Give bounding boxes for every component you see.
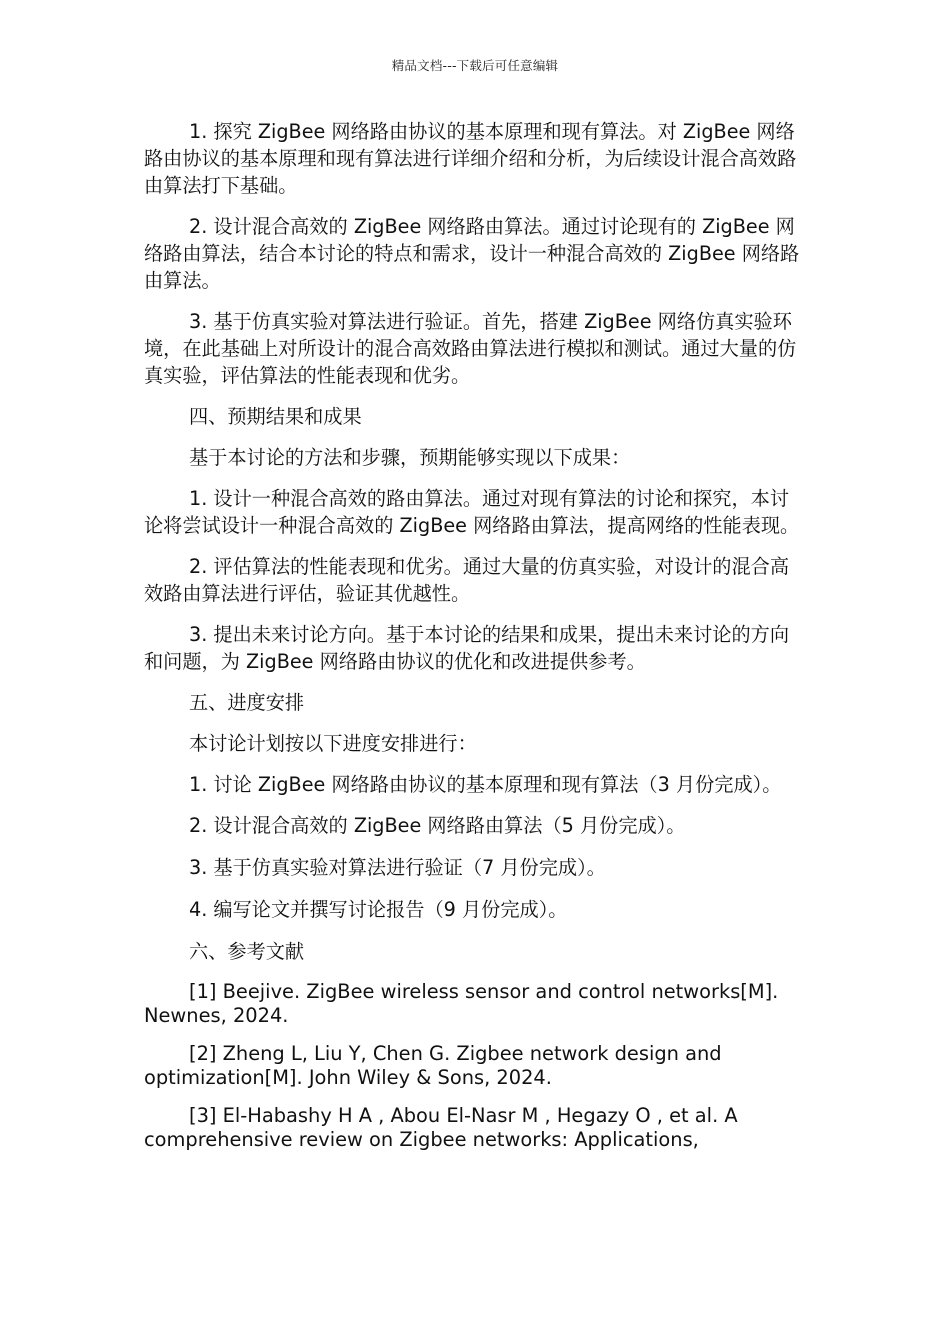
paragraph-results-intro: 基于本讨论的方法和步骤，预期能够实现以下成果： <box>189 446 631 469</box>
page-header: 精品文档---下载后可任意编辑 <box>391 58 559 73</box>
document-body <box>144 118 808 1166</box>
paragraph-schedule-item-1: 1. 讨论 ZigBee 网络路由协议的基本原理和现有算法（3 月份完成）。 <box>189 773 782 796</box>
paragraph-schedule-item-3: 3. 基于仿真实验对算法进行验证（7 月份完成）。 <box>189 856 606 879</box>
paragraph-schedule-item-4: 4. 编写论文并撰写讨论报告（9 月份完成）。 <box>189 898 568 921</box>
paragraph-result-item-1: 1. 设计一种混合高效的路由算法。通过对现有算法的讨论和探究，本讨论将尝试设计一种混合高效的 ZigBee 网络路由算法，提高网络的性能表现。 <box>144 487 800 537</box>
section-heading-expected-results: 四、预期结果和成果 <box>189 405 362 428</box>
reference-item-3: [3] El-Habashy H A , Abou El-Nasr M , Hegazy O , et al. A comprehensive review on Zigbee networks: Applications, <box>144 1104 738 1151</box>
paragraph-schedule-item-2: 2. 设计混合高效的 ZigBee 网络路由算法（5 月份完成）。 <box>189 814 686 837</box>
paragraph-research-item-3: 3. 基于仿真实验对算法进行验证。首先，搭建 ZigBee 网络仿真实验环境，在此基础上对所设计的混合高效路由算法进行模拟和测试。通过大量的仿真实验，评估算法的性能表现和优劣。 <box>144 310 797 387</box>
paragraph-research-item-2: 2. 设计混合高效的 ZigBee 网络路由算法。通过讨论现有的 ZigBee 网络路由算法，结合本讨论的特点和需求，设计一种混合高效的 ZigBee 网络路由算法。 <box>144 215 800 292</box>
reference-item-2: [2] Zheng L, Liu Y, Chen G. Zigbee network design and optimization[M]. John Wiley & Sons, 2024. <box>144 1042 722 1089</box>
paragraph-schedule-intro: 本讨论计划按以下进度安排进行： <box>189 732 477 755</box>
paragraph-research-item-1: 1. 探究 ZigBee 网络路由协议的基本原理和现有算法。对 ZigBee 网络路由协议的基本原理和现有算法进行详细介绍和分析，为后续设计混合高效路由算法打下基础。 <box>144 120 797 197</box>
section-heading-schedule: 五、进度安排 <box>189 691 305 714</box>
section-heading-references: 六、参考文献 <box>189 940 305 963</box>
paragraph-result-item-2: 2. 评估算法的性能表现和优劣。通过大量的仿真实验，对设计的混合高效路由算法进行评估，验证其优越性。 <box>144 555 790 605</box>
paragraph-result-item-3: 3. 提出未来讨论方向。基于本讨论的结果和成果，提出未来讨论的方向和问题，为 ZigBee 网络路由协议的优化和改进提供参考。 <box>144 623 790 673</box>
reference-item-1: [1] Beejive. ZigBee wireless sensor and control networks[M]. Newnes, 2024. <box>144 980 779 1027</box>
